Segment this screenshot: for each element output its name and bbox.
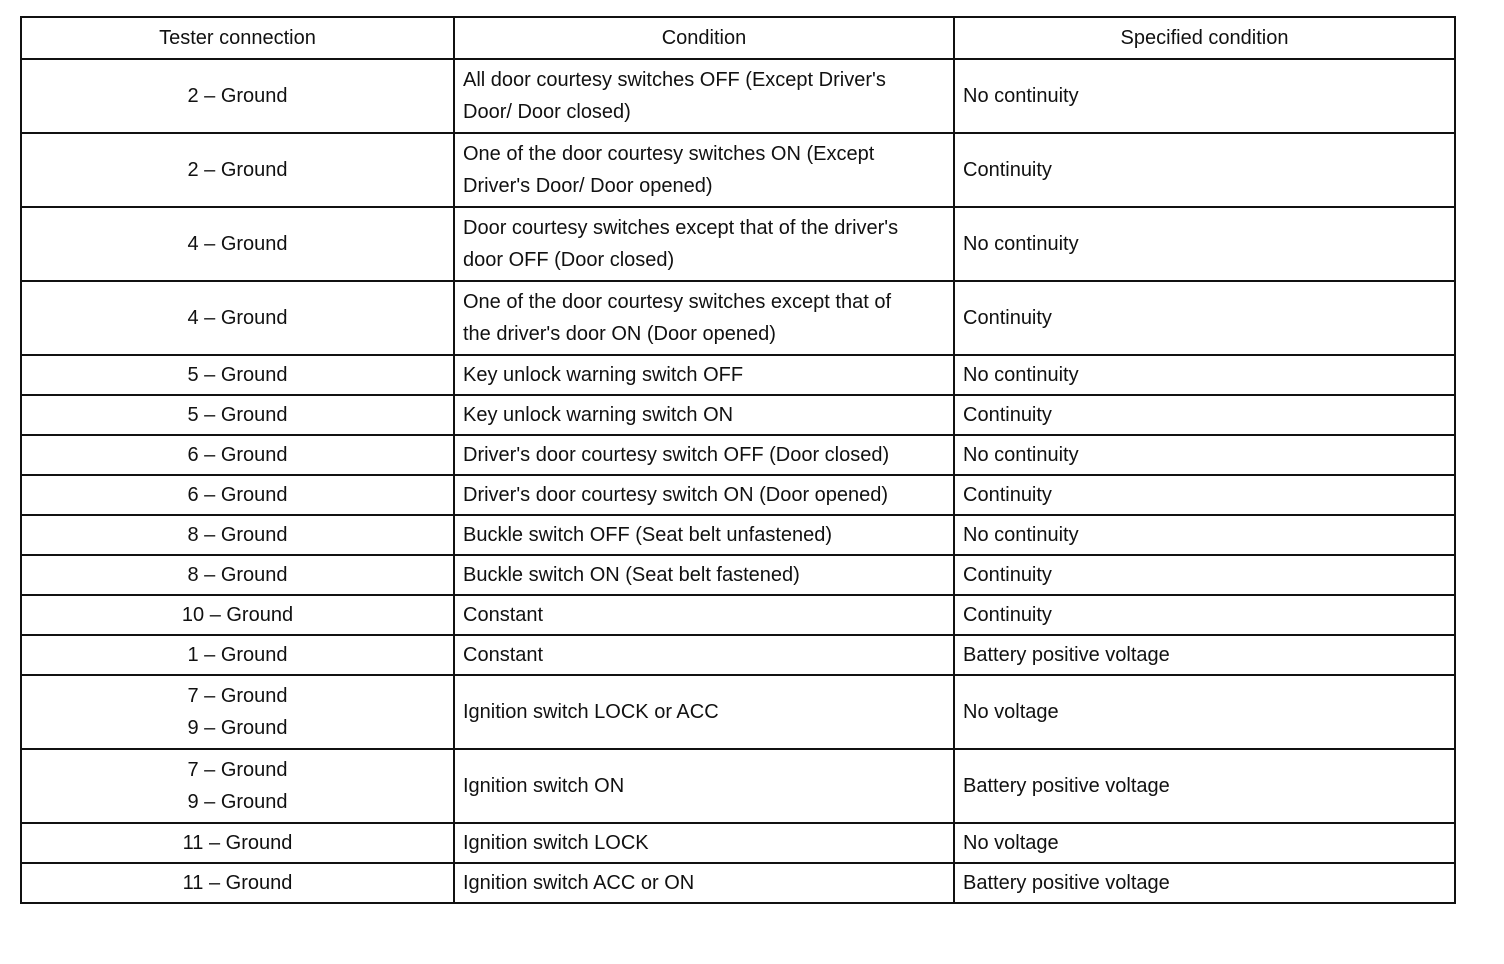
- tester-connection-cell: [21, 515, 454, 555]
- tester-connection-cell: [21, 395, 454, 435]
- condition-line: Ignition switch LOCK or ACC: [463, 701, 719, 723]
- tester-connection-cell: [21, 435, 454, 475]
- condition-line: One of the door courtesy switches except that of: [463, 291, 892, 313]
- condition-line: Ignition switch LOCK: [463, 832, 649, 854]
- tester-connection: 8 – Ground: [187, 564, 288, 586]
- table-row: [21, 675, 1455, 749]
- tester-connection: 5 – Ground: [187, 364, 288, 386]
- table-row: [21, 435, 1455, 475]
- tester-connection-cell: [21, 863, 454, 903]
- table-row: [21, 133, 1455, 207]
- condition-cell: [454, 355, 954, 395]
- condition-line: Key unlock warning switch OFF: [463, 364, 744, 386]
- tester-connection-cell: [21, 635, 454, 675]
- table-row: [21, 749, 1455, 823]
- specified-condition: No continuity: [954, 59, 1455, 133]
- table-row: [21, 555, 1455, 595]
- table-row: [21, 595, 1455, 635]
- condition-line: door OFF (Door closed): [463, 249, 675, 271]
- tester-connection-cell: [21, 281, 454, 355]
- tester-connection: 4 – Ground: [187, 233, 288, 255]
- table-header-row: [21, 17, 1455, 59]
- table-row: [21, 863, 1455, 903]
- specified-condition: Continuity: [954, 395, 1455, 435]
- tester-connection: 9 – Ground: [187, 717, 288, 739]
- condition-line: Buckle switch OFF (Seat belt unfastened): [463, 524, 833, 546]
- header-tester-connection: Tester connection: [21, 17, 454, 59]
- tester-connection: 1 – Ground: [187, 644, 288, 666]
- condition-cell: [454, 515, 954, 555]
- tester-connection-cell: [21, 675, 454, 749]
- condition-line: Ignition switch ACC or ON: [463, 872, 695, 894]
- tester-connection: 8 – Ground: [187, 524, 288, 546]
- table-row: [21, 395, 1455, 435]
- condition-line: One of the door courtesy switches ON (Except: [463, 143, 875, 165]
- tester-connection: 5 – Ground: [187, 404, 288, 426]
- header-specified-condition: Specified condition: [954, 17, 1455, 59]
- condition-line: Constant: [463, 644, 544, 666]
- specified-condition: No voltage: [954, 675, 1455, 749]
- condition-cell: [454, 395, 954, 435]
- tester-connection: 7 – Ground: [187, 685, 288, 707]
- header-condition: Condition: [454, 17, 954, 59]
- tester-connection-cell: [21, 133, 454, 207]
- condition-line: the driver's door ON (Door opened): [463, 323, 776, 345]
- specified-condition: No continuity: [954, 515, 1455, 555]
- condition-line: Door courtesy switches except that of the driver's: [463, 217, 899, 239]
- condition-cell: [454, 59, 954, 133]
- tester-connection-cell: [21, 595, 454, 635]
- specified-condition: Continuity: [954, 281, 1455, 355]
- table-row: [21, 823, 1455, 863]
- inspection-table-container: [20, 16, 1454, 904]
- tester-connection-cell: [21, 475, 454, 515]
- specified-condition: No continuity: [954, 355, 1455, 395]
- tester-connection-cell: [21, 749, 454, 823]
- condition-line: Driver's door courtesy switch ON (Door opened): [463, 484, 889, 506]
- specified-condition: Battery positive voltage: [954, 863, 1455, 903]
- specified-condition: No continuity: [954, 435, 1455, 475]
- specified-condition: Battery positive voltage: [954, 749, 1455, 823]
- tester-connection: 6 – Ground: [187, 444, 288, 466]
- condition-cell: [454, 749, 954, 823]
- tester-connection: 10 – Ground: [181, 604, 294, 626]
- tester-connection-cell: [21, 823, 454, 863]
- specified-condition: Continuity: [954, 555, 1455, 595]
- tester-connection-cell: [21, 207, 454, 281]
- specified-condition: Continuity: [954, 475, 1455, 515]
- condition-line: Ignition switch ON: [463, 775, 625, 797]
- table-row: [21, 59, 1455, 133]
- tester-connection: 11 – Ground: [182, 832, 293, 854]
- condition-cell: [454, 555, 954, 595]
- condition-line: Driver's Door/ Door opened): [463, 175, 713, 197]
- condition-line: Buckle switch ON (Seat belt fastened): [463, 564, 800, 586]
- condition-line: Driver's door courtesy switch OFF (Door closed): [463, 444, 890, 466]
- condition-line: All door courtesy switches OFF (Except Driver's: [463, 69, 886, 91]
- specified-condition: Continuity: [954, 133, 1455, 207]
- condition-line: Constant: [463, 604, 544, 626]
- condition-cell: [454, 435, 954, 475]
- condition-cell: [454, 823, 954, 863]
- table-row: [21, 475, 1455, 515]
- tester-connection: 4 – Ground: [187, 307, 288, 329]
- tester-connection-cell: [21, 59, 454, 133]
- table-row: [21, 635, 1455, 675]
- tester-connection: 9 – Ground: [187, 791, 288, 813]
- table-row: [21, 207, 1455, 281]
- condition-cell: [454, 207, 954, 281]
- specified-condition: No continuity: [954, 207, 1455, 281]
- condition-line: Key unlock warning switch ON: [463, 404, 734, 426]
- tester-connection: 7 – Ground: [187, 759, 288, 781]
- condition-cell: [454, 281, 954, 355]
- specified-condition: Battery positive voltage: [954, 635, 1455, 675]
- table-row: [21, 281, 1455, 355]
- specified-condition: Continuity: [954, 595, 1455, 635]
- specified-condition: No voltage: [954, 823, 1455, 863]
- tester-connection: 2 – Ground: [187, 85, 288, 107]
- condition-cell: [454, 635, 954, 675]
- inspection-table: [20, 16, 1456, 904]
- condition-cell: [454, 595, 954, 635]
- tester-connection-cell: [21, 555, 454, 595]
- condition-cell: [454, 475, 954, 515]
- tester-connection-cell: [21, 355, 454, 395]
- table-row: [21, 515, 1455, 555]
- table-row: [21, 355, 1455, 395]
- condition-cell: [454, 863, 954, 903]
- tester-connection: 2 – Ground: [187, 159, 288, 181]
- condition-line: Door/ Door closed): [463, 101, 631, 123]
- tester-connection: 6 – Ground: [187, 484, 288, 506]
- condition-cell: [454, 675, 954, 749]
- tester-connection: 11 – Ground: [182, 872, 293, 894]
- condition-cell: [454, 133, 954, 207]
